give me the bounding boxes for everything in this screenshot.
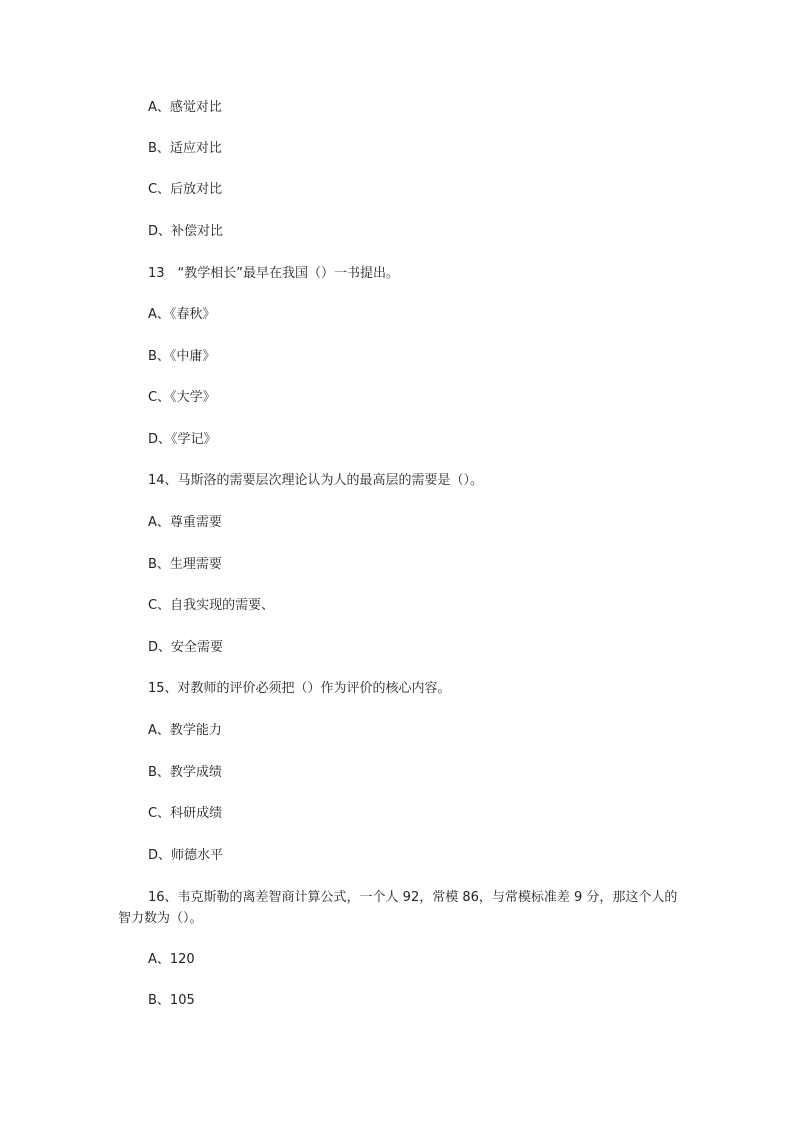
option-b-q15: B、教学成绩 [148, 765, 222, 780]
option-a-q15: A、教学能力 [148, 723, 222, 738]
option-c-q12: C、后放对比 [148, 182, 223, 197]
option-b-q13: B、《中庸》 [148, 349, 216, 364]
question-14: 14、马斯洛的需要层次理论认为人的最高层的需要是（）。 [148, 473, 484, 488]
option-a-q14: A、尊重需要 [148, 515, 222, 530]
option-d-q15: D、师德水平 [148, 848, 224, 863]
option-c-q14: C、自我实现的需要、 [148, 598, 275, 613]
option-b-q12: B、适应对比 [148, 141, 222, 156]
question-13: 13 “教学相长”最早在我国（）一书提出。 [148, 266, 400, 281]
question-15: 15、对教师的评价必须把（）作为评价的核心内容。 [148, 681, 451, 696]
option-c-q15: C、科研成绩 [148, 806, 223, 821]
option-a-q16: A、120 [148, 952, 195, 967]
option-a-q13: A、《春秋》 [148, 307, 216, 322]
option-d-q14: D、安全需要 [148, 640, 224, 655]
option-c-q13: C、《大学》 [148, 390, 216, 405]
option-b-q14: B、生理需要 [148, 557, 222, 572]
option-d-q12: D、补偿对比 [148, 224, 224, 239]
option-a-q12: A、感觉对比 [148, 100, 222, 115]
question-16: 16、韦克斯勒的离差智商计算公式，一个人 92，常模 86，与常模标准差 9 分，那这个人的智力数为（）。 [118, 890, 678, 926]
option-b-q16: B、105 [148, 993, 195, 1008]
option-d-q13: D、《学记》 [148, 432, 217, 447]
